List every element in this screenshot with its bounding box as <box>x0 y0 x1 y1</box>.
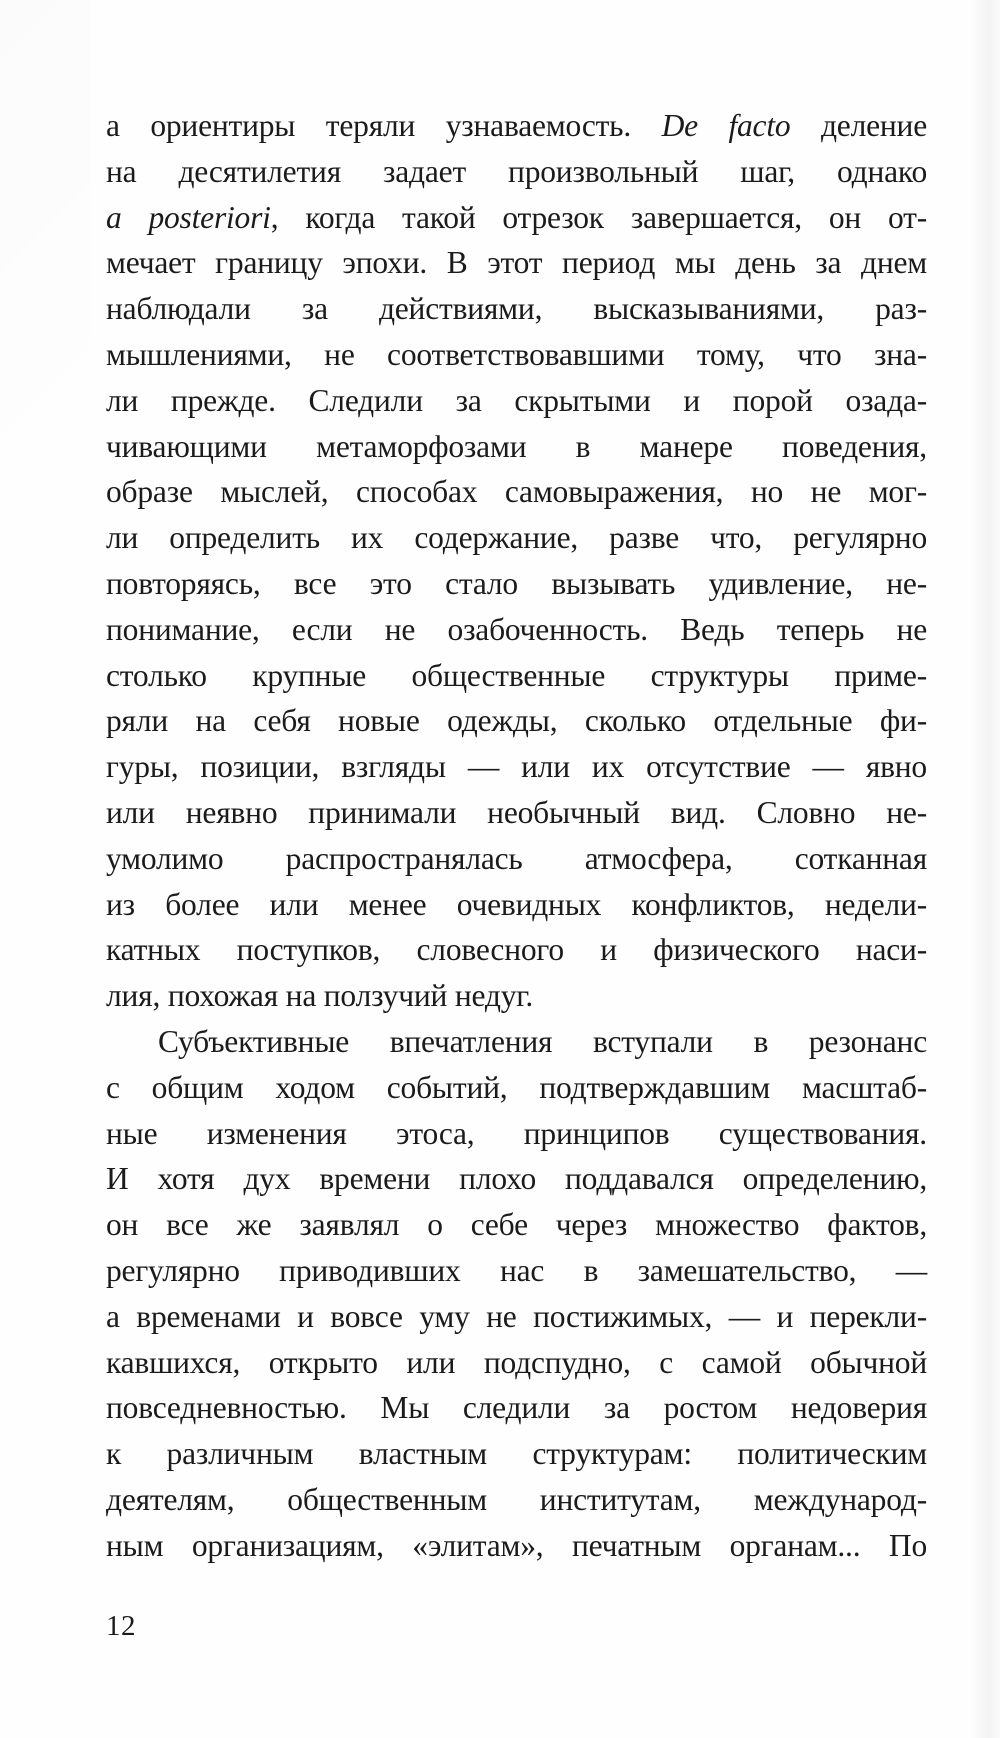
text-line <box>106 332 927 378</box>
text-segment: ряли на себя новые одежды, сколько отдельные фи- <box>106 703 927 739</box>
text-line <box>106 195 927 241</box>
text-segment: умолимо распространялась атмосфера, сотканная <box>106 840 927 876</box>
text-line <box>106 790 927 836</box>
italic-text-segment: a posteriori <box>106 199 271 235</box>
text-line <box>106 653 927 699</box>
text-segment: И хотя дух времени плохо поддавался определению, <box>106 1161 927 1197</box>
text-segment: или неявно принимали необычный вид. Словно не- <box>106 794 927 830</box>
text-line <box>106 1248 927 1294</box>
text-segment: ным организациям, «элитам», печатным органам... По <box>106 1527 927 1563</box>
text-segment: Субъективные впечатления вступали в резонанс <box>158 1023 927 1059</box>
text-segment: повторяясь, все это стало вызывать удивление, не- <box>106 565 927 601</box>
text-segment: наблюдали за действиями, высказываниями, раз- <box>106 291 927 327</box>
text-line <box>106 286 927 332</box>
italic-text-segment: De facto <box>661 108 791 143</box>
text-segment: на десятилетия задает произвольный шаг, однако <box>106 153 927 189</box>
page-left-shading <box>0 0 90 695</box>
text-line <box>106 744 927 790</box>
text-segment: гуры, позиции, взгляды — или их отсутствие — явно <box>106 749 927 785</box>
text-line <box>106 1019 927 1065</box>
text-line <box>106 1156 927 1202</box>
body-text-block <box>106 103 927 1569</box>
text-line <box>106 836 927 882</box>
text-segment: к различным властным структурам: политическим <box>106 1436 927 1472</box>
text-segment: кавшихся, открыто или подспудно, с самой обычной <box>106 1344 927 1380</box>
text-segment: из более или менее очевидных конфликтов, недели- <box>106 886 927 922</box>
text-line <box>106 240 927 286</box>
text-line <box>106 607 927 653</box>
text-segment: а временами и вовсе уму не постижимых, — и перекли- <box>106 1298 927 1334</box>
text-segment: катных поступков, словесного и физического наси- <box>106 932 927 968</box>
text-segment: чивающими метаморфозами в манере поведения, <box>106 428 927 464</box>
text-segment: деятелям, общественным институтам, международ- <box>106 1481 927 1517</box>
text-line <box>106 1202 927 1248</box>
text-line <box>106 927 927 973</box>
text-line <box>106 561 927 607</box>
text-line <box>106 1431 927 1477</box>
page-number: 12 <box>106 1610 136 1642</box>
text-segment: деление <box>790 108 927 143</box>
text-segment: регулярно приводивших нас в замешательство, — <box>106 1252 927 1288</box>
text-line <box>106 103 927 149</box>
text-line <box>106 515 927 561</box>
text-segment: лия, похожая на ползучий недуг. <box>106 978 534 1014</box>
text-line <box>106 1523 927 1569</box>
text-line <box>106 698 927 744</box>
text-line <box>106 1477 927 1523</box>
text-segment: мечает границу эпохи. В этот период мы день за днем <box>106 245 927 281</box>
page-right-edge-shadow <box>970 0 1000 1738</box>
text-segment: образе мыслей, способах самовыражения, но не мог- <box>106 474 927 510</box>
text-line <box>106 1340 927 1386</box>
text-line <box>106 469 927 515</box>
text-line <box>106 1385 927 1431</box>
text-segment: понимание, если не озабоченность. Ведь теперь не <box>106 611 927 647</box>
text-segment: ные изменения этоса, принципов существования. <box>106 1115 927 1151</box>
text-line <box>106 424 927 470</box>
text-segment: ли определить их содержание, разве что, регулярно <box>106 520 927 556</box>
text-segment: повседневностью. Мы следили за ростом недоверия <box>106 1390 927 1426</box>
text-segment: а ориентиры теряли узнаваемость. <box>106 108 662 143</box>
text-segment: с общим ходом событий, подтверждавшим масштаб- <box>106 1069 927 1105</box>
text-segment: он все же заявлял о себе через множество фактов, <box>106 1207 927 1243</box>
text-line <box>106 378 927 424</box>
text-segment: мышлениями, не соответствовавшими тому, что зна- <box>106 336 927 372</box>
text-line <box>106 1294 927 1340</box>
text-line <box>106 1065 927 1111</box>
text-segment: столько крупные общественные структуры приме- <box>106 657 927 693</box>
text-line <box>106 149 927 195</box>
text-segment: ли прежде. Следили за скрытыми и порой озада- <box>106 382 927 418</box>
text-line <box>106 882 927 928</box>
text-line <box>106 1111 927 1157</box>
text-line <box>106 973 927 1019</box>
text-segment: , когда такой отрезок завершается, он от- <box>270 199 927 235</box>
